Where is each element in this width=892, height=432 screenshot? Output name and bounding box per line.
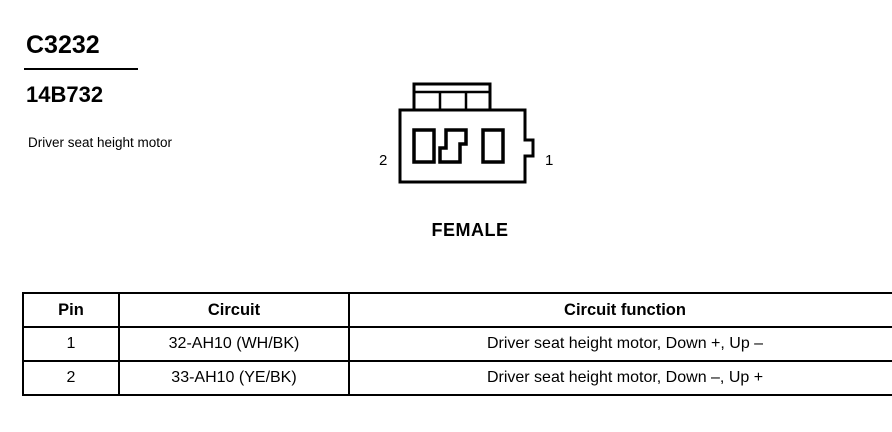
column-header-circuit: Circuit	[119, 293, 349, 327]
cell-circuit-function: Driver seat height motor, Down –, Up +	[349, 361, 892, 395]
column-header-pin: Pin	[23, 293, 119, 327]
pin-label-right: 1	[545, 152, 554, 169]
connector-diagram	[370, 78, 570, 198]
connector-id: C3232	[26, 31, 100, 59]
connector-id-underline	[24, 68, 138, 70]
column-header-circuit-function: Circuit function	[349, 293, 892, 327]
table-row	[23, 361, 892, 395]
connector-description: Driver seat height motor	[28, 135, 173, 150]
pin-table	[22, 292, 892, 396]
connector-gender-label: FEMALE	[431, 220, 509, 240]
table-header-row	[23, 293, 892, 327]
cell-circuit: 33-AH10 (YE/BK)	[119, 361, 349, 395]
cell-circuit-function: Driver seat height motor, Down +, Up –	[349, 327, 892, 361]
cell-pin: 2	[23, 361, 119, 395]
part-number: 14B732	[26, 82, 104, 107]
pin-label-left: 2	[379, 152, 388, 169]
table-row	[23, 327, 892, 361]
cell-pin: 1	[23, 327, 119, 361]
cell-circuit: 32-AH10 (WH/BK)	[119, 327, 349, 361]
